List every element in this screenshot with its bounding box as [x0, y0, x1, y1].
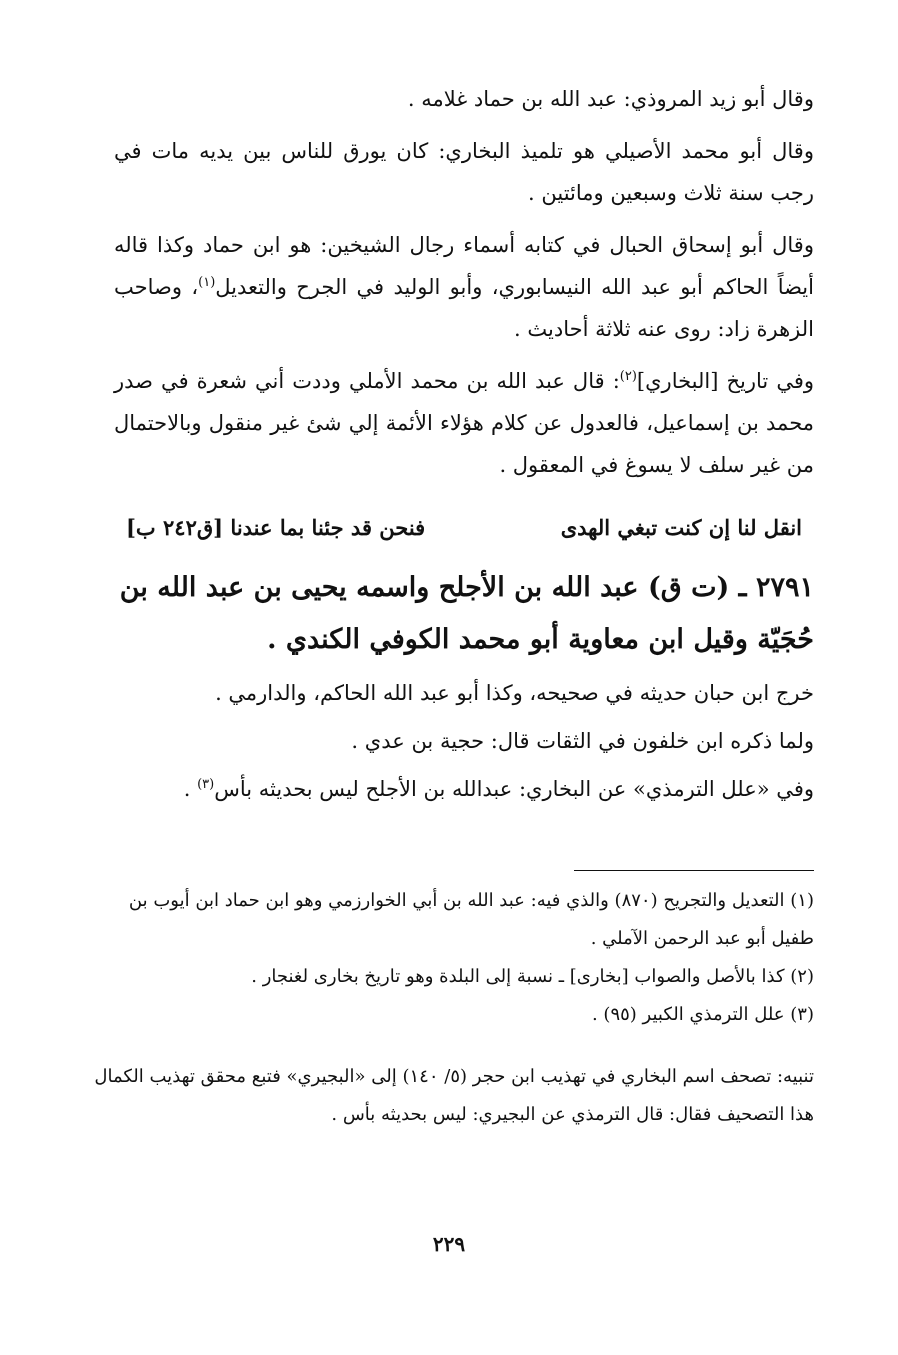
entry-line-tirmidhi-end: .: [183, 777, 198, 801]
entry-line-ibn-khalfun: ولما ذكره ابن خلفون في الثقات قال: حجية بن عدي .: [351, 729, 814, 753]
notice-text: تنبيه: تصحف اسم البخاري في تهذيب ابن حجر (٥/ ١٤٠) إلى «البجيري» فتبع محقق تهذيب الكمال هذا التصحيف فقال: قال الترمذي عن البجيري: ليس بحديثه بأس .: [94, 1066, 814, 1125]
footnotes: [94, 882, 814, 1034]
footnote-2: (٢) كذا بالأصل والصواب [بخارى] ـ نسبة إلى البلدة وهو تاريخ بخارى لغنجار .: [251, 966, 814, 987]
paragraph-asili: وقال أبو محمد الأصيلي هو تلميذ البخاري: كان يورق للناس بين يديه مات في رجب سنة ثلاث وسبعين ومائتين .: [114, 139, 814, 205]
page-number: ٢٢٩: [432, 1232, 466, 1256]
paragraph-abu-zayd: وقال أبو زيد المروذي: عبد الله بن حماد غلامه .: [407, 87, 814, 111]
entry-line-tirmidhi-text: وفي «علل الترمذي» عن البخاري: عبدالله بن الأجلح ليس بحديثه بأس: [214, 777, 814, 801]
paragraph-tarikh: [114, 360, 814, 486]
verse-hemistich-second: فنحن قد جئنا بما عندنا [ق٢٤٢ ب]: [126, 515, 426, 540]
entry-line-tirmidhi: [114, 768, 814, 810]
paragraph-tarikh-text: وفي تاريخ [البخاري]: [636, 369, 815, 393]
body-text-top: [114, 78, 814, 486]
paragraph-habbal: [114, 224, 814, 350]
footnote-ref-1[interactable]: (١): [198, 275, 216, 290]
entry-body: [114, 672, 814, 810]
footnote-divider: [574, 870, 814, 871]
footnote-ref-3[interactable]: (٣): [197, 777, 215, 792]
paragraph-habbal-text-end: ، وصاحب الزهرة زاد: روى عنه ثلاثة أحاديث .: [114, 275, 814, 341]
notice-note: [94, 1058, 814, 1134]
entry-heading: ٢٧٩١ ـ (ت ق) عبد الله بن الأجلح واسمه يحيى بن عبد الله بن حُجَيّة وقيل ابن معاوية أبو محمد الكوفي الكندي .: [119, 572, 814, 655]
paragraph-tarikh-text-end: : قال عبد الله بن محمد الأملي وددت أني شعرة في صدر محمد بن إسماعيل، فالعدول عن كلام هؤلاء الأئمة إلي شئ غير منقول وبالاحتمال من غير سلف لا يسوغ في المعقول .: [114, 369, 814, 477]
poetry-verse: [114, 508, 814, 548]
paragraph-habbal-text: وقال أبو إسحاق الحبال في كتابه أسماء رجال الشيخين: هو ابن حماد وكذا قاله أيضاً الحاكم أبو عبد الله النيسابوري، وأبو الوليد في الجرح والتعديل: [114, 233, 814, 299]
footnote-ref-2[interactable]: (٢): [619, 369, 637, 384]
footnote-1: (١) التعديل والتجريح (٨٧٠) والذي فيه: عبد الله بن أبي الخوارزمي وهو ابن حماد ابن أيوب بن طفيل أبو عبد الرحمن الآملي .: [128, 890, 814, 949]
footnote-3: (٣) علل الترمذي الكبير (٩٥) .: [591, 1004, 814, 1025]
verse-hemistich-first: انقل لنا إن كنت تبغي الهدى: [560, 515, 802, 540]
entry-line-ibn-hibban: خرج ابن حبان حديثه في صحيحه، وكذا أبو عبد الله الحاكم، والدارمي .: [215, 681, 814, 705]
